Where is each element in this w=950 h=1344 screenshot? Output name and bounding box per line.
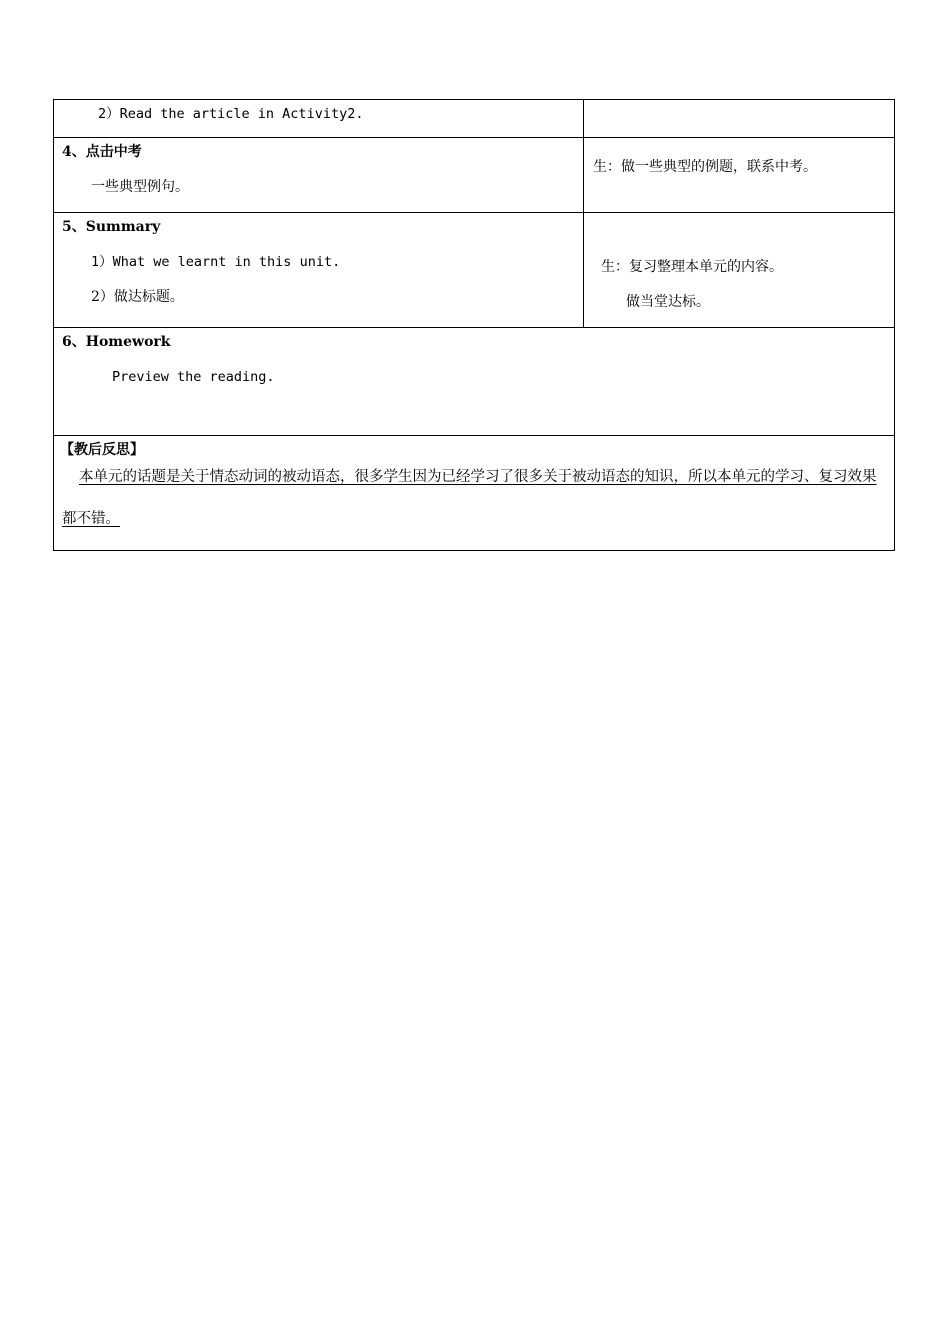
exam-focus-text: 一些典型例句。 [91, 179, 189, 195]
section-heading-homework: 6、Homework [62, 334, 171, 350]
section-heading-summary: 5、Summary [62, 219, 161, 235]
cell-summary-right [584, 213, 895, 328]
table-row-reflection [54, 436, 895, 551]
section-heading-exam-focus: 4、点击中考 [62, 144, 142, 160]
table-row-activity2 [54, 100, 895, 138]
cell-reflection [54, 436, 895, 551]
table-row-homework [54, 328, 895, 436]
cell-homework [54, 328, 895, 436]
cell-exam-focus-right [584, 138, 895, 213]
student-activity-practice: 做当堂达标。 [626, 294, 710, 310]
cell-exam-focus-left [54, 138, 584, 213]
lesson-plan-table [53, 99, 895, 551]
step-read-article: 2）Read the article in Activity2. [98, 106, 364, 122]
homework-text: Preview the reading. [112, 369, 275, 385]
section-heading-reflection: 【教后反思】 [60, 442, 144, 458]
cell-summary-left [54, 213, 584, 328]
table-row-summary [54, 213, 895, 328]
student-activity-exam: 生：做一些典型的例题，联系中考。 [593, 159, 817, 175]
summary-step-1: 1）What we learnt in this unit. [91, 254, 341, 270]
student-activity-review: 生：复习整理本单元的内容。 [601, 259, 783, 275]
cell-activity2-right [584, 100, 895, 138]
table-row-exam-focus [54, 138, 895, 213]
cell-activity2-left [54, 100, 584, 138]
reflection-text: 本单元的话题是关于情态动词的被动语态，很多学生因为已经学习了很多关于被动语态的知识，所以本单元的学习、复习效果都不错。 [62, 469, 877, 527]
summary-step-2: 2）做达标题。 [91, 289, 184, 305]
